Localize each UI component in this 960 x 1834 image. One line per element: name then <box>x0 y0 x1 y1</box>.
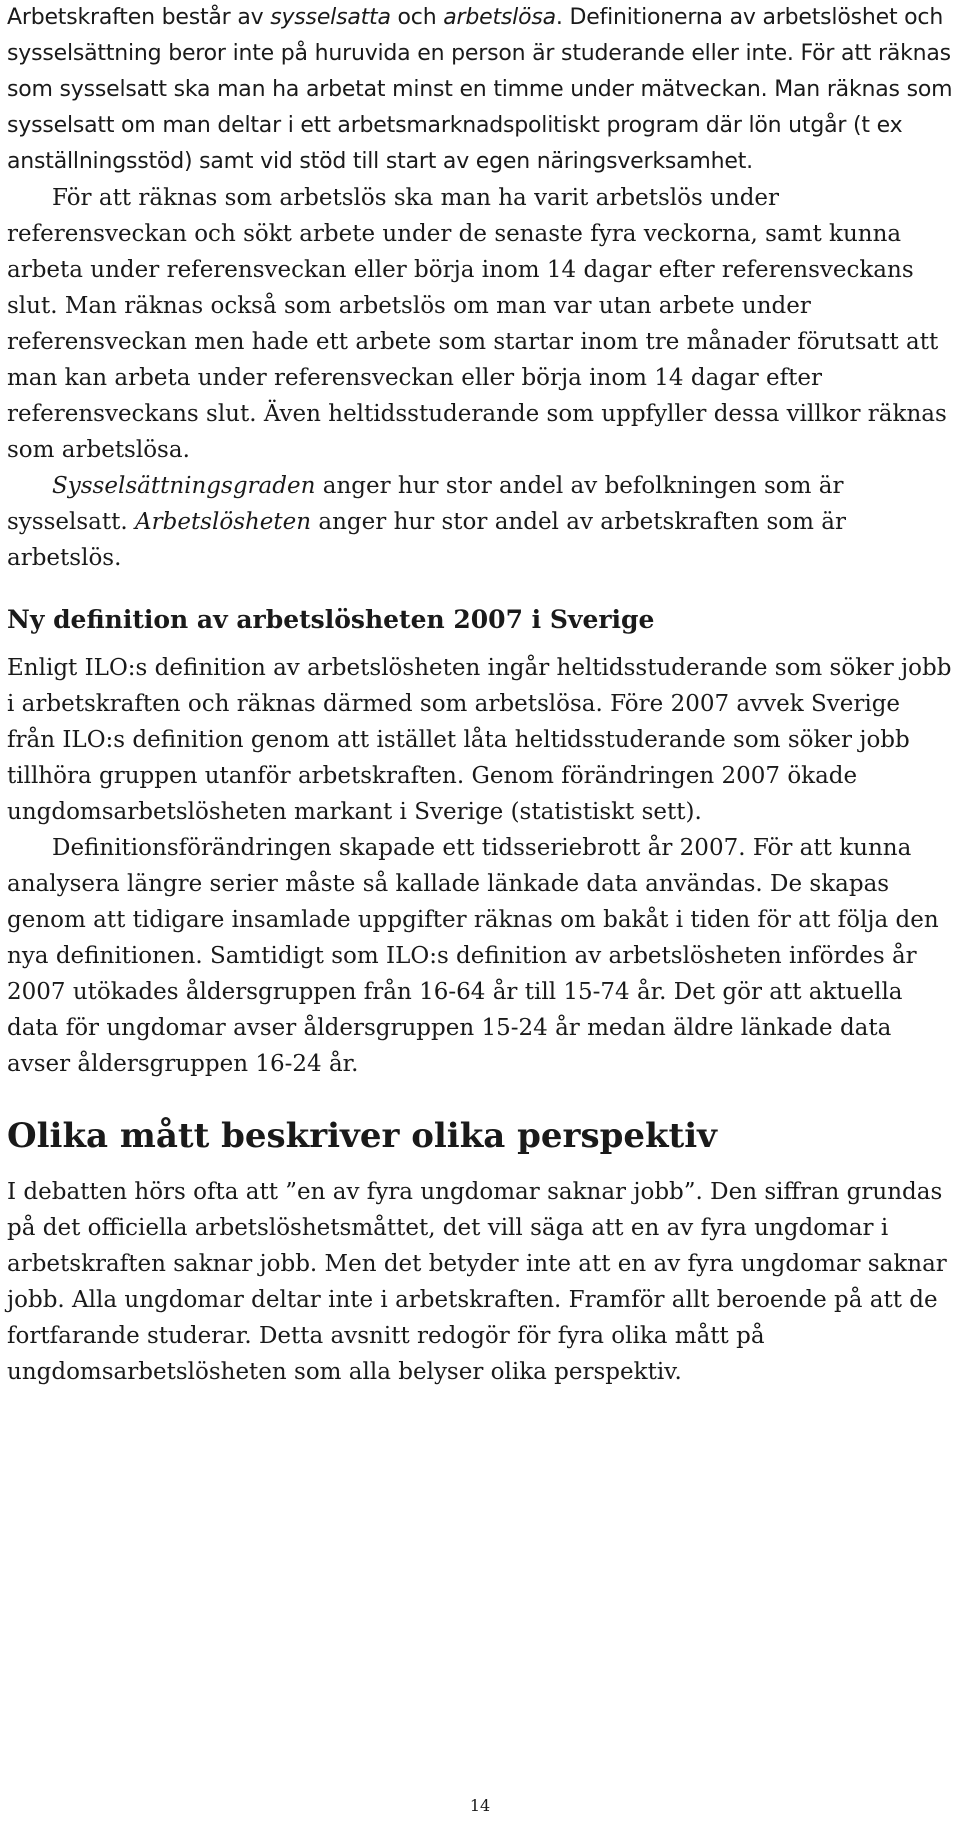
intro-paragraph-3 <box>7 468 953 576</box>
intro-p1-text-a: Arbetskraften består av <box>7 5 271 30</box>
definition-paragraph-2: Definitionsförändringen skapade ett tidsseriebrott år 2007. För att kunna analysera längre serier måste så kallade länkade data användas. De skapas genom att tidigare insamlade uppgifter räknas om bakåt i tiden för att följa den nya definitionen. Samtidigt som ILO:s definition av arbetslösheten infördes år 2007 utökades åldersgruppen från 16-64 år till 15-74 år. Det gör att aktuella data för ungdomar avser åldersgruppen 15-24 år medan äldre länkade data avser åldersgruppen 16-24 år. <box>7 835 939 1077</box>
heading-olika-matt: Olika mått beskriver olika perspektiv <box>7 1116 717 1156</box>
intro-paragraph-1 <box>7 0 953 180</box>
intro-p1-emphasis-sysselsatta: sysselsatta <box>270 5 391 30</box>
page-number: 14 <box>469 1796 491 1815</box>
intro-p1-text-b: och <box>390 5 444 30</box>
intro-p1-text-c: . Definitionerna av arbetslöshet och sysselsättning beror inte på huruvida en person är studerande eller inte. För att räknas som sysselsatt ska man ha arbetat minst en timme under mätveckan. Man räknas som sysselsatt om man deltar i ett arbetsmarknadspolitiskt program där lön utgår (t ex anställningsstöd) samt vid stöd till start av egen näringsverksamhet. <box>7 5 953 174</box>
intro-p3-emphasis-arbetslosheten: Arbetslösheten <box>135 509 312 535</box>
heading-ny-definition: Ny definition av arbetslösheten 2007 i Sverige <box>7 605 655 634</box>
document-page <box>7 0 953 1390</box>
perspektiv-paragraph-1: I debatten hörs ofta att ”en av fyra ungdomar saknar jobb”. Den siffran grundas på det officiella arbetslöshetsmåttet, det vill säga att en av fyra ungdomar i arbetskraften saknar jobb. Men det betyder inte att en av fyra ungdomar saknar jobb. Alla ungdomar deltar inte i arbetskraften. Framför allt beroende på att de fortfarande studerar. Detta avsnitt redogör för fyra olika mått på ungdomsarbetslösheten som alla belyser olika perspektiv. <box>7 1179 947 1385</box>
intro-p3-text-b: anger hur stor andel av arbetskraften som är arbetslös. <box>7 509 846 571</box>
intro-paragraph-2: För att räknas som arbetslös ska man ha varit arbetslös under referensveckan och sökt arbete under de senaste fyra veckorna, samt kunna arbeta under referensveckan eller börja inom 14 dagar efter referensveckans slut. Man räknas också som arbetslös om man var utan arbete under referensveckan men hade ett arbete som startar inom tre månader förutsatt att man kan arbeta under referensveckan eller börja inom 14 dagar efter referensveckans slut. Även heltidsstuderande som uppfyller dessa villkor räknas som arbetslösa. <box>7 185 947 463</box>
intro-p1-emphasis-arbetslosa: arbetslösa <box>443 5 556 30</box>
intro-p3-text-a: anger hur stor andel av befolkningen som är sysselsatt. <box>7 473 844 535</box>
intro-p3-emphasis-sysselsattningsgraden: Sysselsättningsgraden <box>52 473 316 499</box>
definition-paragraph-1: Enligt ILO:s definition av arbetslösheten ingår heltidsstuderande som söker jobb i arbetskraften och räknas därmed som arbetslösa. Före 2007 avvek Sverige från ILO:s definition genom att istället låta heltidsstuderande som söker jobb tillhöra gruppen utanför arbetskraften. Genom förändringen 2007 ökade ungdomsarbetslösheten markant i Sverige (statistiskt sett). <box>7 655 952 825</box>
